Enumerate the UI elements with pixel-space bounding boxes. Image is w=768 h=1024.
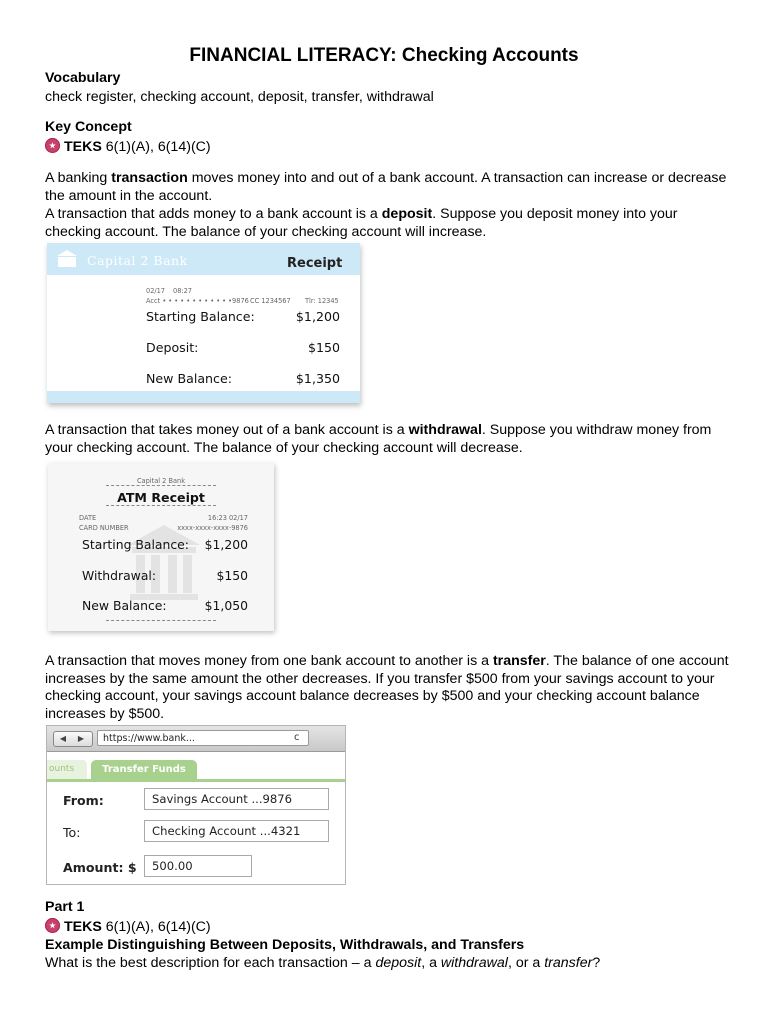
atm-new-balance-value: $1,050 xyxy=(204,598,248,613)
deposit-label: Deposit: xyxy=(146,340,199,355)
example-question: What is the best description for each transaction – a deposit, a withdrawal, or a transfer? xyxy=(45,955,601,971)
term-transaction: transaction xyxy=(111,170,188,186)
term-transfer: transfer xyxy=(492,653,546,669)
atm-divider-mid xyxy=(106,505,216,506)
withdrawal-paragraph: A transaction that takes money out of a bank account is a withdrawal. Suppose you withdraw money from your checking account. The balance of your checking account will decrease. xyxy=(45,422,712,456)
part1-heading: Part 1 xyxy=(45,899,85,915)
atm-withdrawal-value: $150 xyxy=(216,568,248,583)
teks-line xyxy=(45,138,735,157)
bank-building-icon xyxy=(56,249,78,269)
from-label: From: xyxy=(63,793,104,808)
receipt-teller: Tlr: 12345 xyxy=(305,297,339,305)
atm-divider-top xyxy=(106,485,216,486)
atm-receipt-title: ATM Receipt xyxy=(117,490,205,505)
tab-accounts[interactable]: ounts xyxy=(47,760,87,779)
atm-card-label: CARD NUMBER xyxy=(79,524,129,532)
receipt-time: 08:27 xyxy=(173,287,193,295)
tab-row xyxy=(47,752,345,782)
atm-new-balance-label: New Balance: xyxy=(82,598,167,613)
from-account-field[interactable]: Savings Account ...9876 xyxy=(144,788,329,810)
receipt-title: Receipt xyxy=(287,256,343,271)
transfer-paragraph: A transaction that moves money from one bank account to another is a transfer. The balance of one account increases by the same amount the other decreases. If you transfer $500 from your savings account to your checking account, your savings account balance decreases by $500 and your checking account balance increases by $500. xyxy=(45,653,729,722)
receipt-cc: CC 1234567 xyxy=(250,297,291,305)
bank-building-watermark-icon xyxy=(126,523,202,601)
browser-nav-buttons xyxy=(53,731,93,747)
reload-icon[interactable]: c xyxy=(294,732,300,743)
receipt-account: Acct • • • • • • • • • • • •9876 xyxy=(146,297,249,305)
receipt-footer xyxy=(47,391,360,403)
browser-toolbar xyxy=(47,726,345,752)
atm-receipt xyxy=(48,463,274,631)
transfer-browser-window xyxy=(46,725,346,885)
address-bar[interactable]: https://www.bank... xyxy=(97,730,309,746)
receipt-date: 02/17 xyxy=(146,287,166,295)
atm-date-value: 16:23 02/17 xyxy=(207,514,248,522)
new-balance-value: $1,350 xyxy=(295,371,340,386)
part1-teks-label: TEKS xyxy=(64,919,102,935)
part1-teks-line xyxy=(45,918,735,937)
tab-transfer-funds[interactable]: Transfer Funds xyxy=(91,760,197,779)
term-withdrawal: withdrawal xyxy=(408,422,482,438)
deposit-value: $150 xyxy=(307,340,340,355)
amount-field[interactable]: 500.00 xyxy=(144,855,252,877)
teks-star-icon xyxy=(45,138,60,153)
term-deposit: deposit xyxy=(381,206,433,222)
to-label: To: xyxy=(63,825,81,840)
atm-card-value: xxxx-xxxx-xxxx-9876 xyxy=(177,524,248,532)
atm-date-label: DATE xyxy=(79,514,97,522)
atm-starting-balance-label: Starting Balance: xyxy=(82,537,189,552)
deposit-receipt xyxy=(47,243,360,403)
to-account-field[interactable]: Checking Account ...4321 xyxy=(144,820,329,842)
vocabulary-terms: check register, checking account, deposit, transfer, withdrawal xyxy=(45,89,434,105)
teks-label: TEKS xyxy=(64,139,102,155)
deposit-paragraph: A transaction that adds money to a bank account is a deposit. Suppose you deposit money into your checking account. The balance of your checking account will increase. xyxy=(45,206,678,240)
transaction-paragraph: A banking transaction moves money into and out of a bank account. A transaction can increase or decrease the amount in the account. xyxy=(45,170,727,204)
page-title: FINANCIAL LITERACY: Checking Accounts xyxy=(189,45,579,66)
starting-balance-label: Starting Balance: xyxy=(146,309,255,324)
amount-label: Amount: $ xyxy=(63,860,137,875)
back-arrow-icon[interactable]: ◀ xyxy=(59,734,67,743)
teks-codes: 6(1)(A), 6(14)(C) xyxy=(105,139,211,155)
atm-withdrawal-label: Withdrawal: xyxy=(82,568,157,583)
atm-starting-balance-value: $1,200 xyxy=(204,537,248,552)
forward-arrow-icon[interactable]: ▶ xyxy=(77,734,85,743)
atm-bank-name: Capital 2 Bank xyxy=(136,477,186,485)
new-balance-label: New Balance: xyxy=(146,371,232,386)
teks-star-icon xyxy=(45,918,60,933)
starting-balance-value: $1,200 xyxy=(295,309,340,324)
bank-name: Capital 2 Bank xyxy=(87,253,188,268)
vocabulary-heading: Vocabulary xyxy=(45,70,121,86)
part1-teks-codes: 6(1)(A), 6(14)(C) xyxy=(105,919,211,935)
example-heading: Example Distinguishing Between Deposits, Withdrawals, and Transfers xyxy=(45,937,525,953)
key-concept-heading: Key Concept xyxy=(45,119,132,135)
atm-divider-bottom xyxy=(106,620,216,621)
